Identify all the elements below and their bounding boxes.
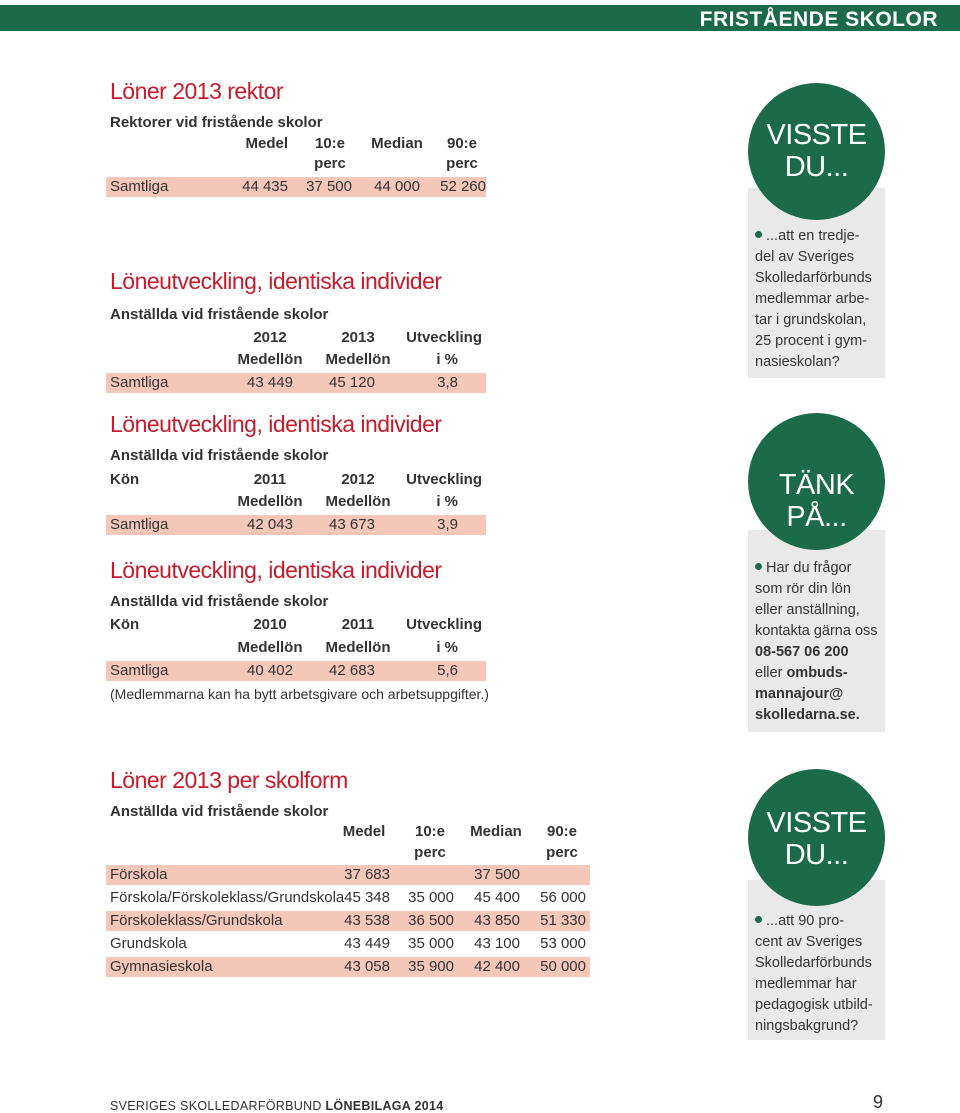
badge-line: TÄNK PÅ... <box>778 469 855 533</box>
table-cell: 35 900 <box>408 958 454 975</box>
header-median: Median <box>371 135 423 152</box>
header-year: 2013 <box>341 329 375 346</box>
page-number: 9 <box>873 1092 884 1112</box>
cell-value: 42 043 <box>247 516 293 533</box>
text-line: ...att en tredje- <box>766 228 860 244</box>
text-line: cent av Sveriges <box>755 934 863 950</box>
header-10e: 10:e <box>414 823 446 840</box>
cell-value: 5,6 <box>437 662 458 679</box>
table-cell: 37 500 <box>474 866 520 883</box>
header-medellon: Medellön <box>325 493 391 510</box>
header-percent: i % <box>436 493 458 510</box>
section-subtitle: Rektorer vid fristående skolor <box>110 114 323 131</box>
header-90e: 90:e <box>446 135 478 152</box>
top-banner <box>0 5 960 31</box>
header-median: Median <box>470 823 522 840</box>
header-perc: perc <box>414 844 446 861</box>
cell-90e: 52 260 <box>440 178 486 195</box>
text-line: del av Sveriges <box>755 249 855 265</box>
header-medellon: Medellön <box>325 351 391 368</box>
text-line: Skolledarförbunds <box>755 270 872 286</box>
footer <box>110 1099 443 1113</box>
header-year: 2012 <box>341 471 375 488</box>
table-cell: 35 000 <box>408 935 454 952</box>
text-line: som rör din lön <box>755 581 851 597</box>
banner-title: FRISTÅENDE SKOLOR <box>699 8 938 31</box>
table-row-label: Grundskola <box>110 935 187 952</box>
section-subtitle: Anställda vid fristående skolor <box>110 447 329 464</box>
table-cell: 45 348 <box>344 889 390 906</box>
section-title-skolform: Löner 2013 per skolform <box>110 767 348 793</box>
footer-org: SVERIGES SKOLLEDARFÖRBUND <box>110 1099 326 1113</box>
bullet-icon <box>755 231 762 238</box>
tank-pa-badge <box>748 413 885 550</box>
text-line: eller anställning, <box>755 602 860 618</box>
bullet-icon <box>755 563 762 570</box>
header-percent: i % <box>436 639 458 656</box>
row-label: Samtliga <box>110 178 169 195</box>
cell-value: 42 683 <box>329 662 375 679</box>
badge-line: VISSTE <box>766 119 867 151</box>
table-cell: 53 000 <box>540 935 586 952</box>
text-line: medlemmar arbe- <box>755 291 870 307</box>
table-cell: 45 400 <box>474 889 520 906</box>
visste-du-badge <box>748 769 885 906</box>
header-perc: perc <box>446 155 478 172</box>
text-line: ningsbakgrund? <box>755 1018 859 1034</box>
text-line: kontakta gärna oss <box>755 623 878 639</box>
header-kon: Kön <box>110 616 140 633</box>
header-utveckling: Utveckling <box>406 329 482 346</box>
header-year: 2011 <box>253 471 287 488</box>
footer-publication: LÖNEBILAGA 2014 <box>325 1099 444 1113</box>
badge-line: DU... <box>784 839 849 871</box>
table-cell: 42 400 <box>474 958 520 975</box>
header-medellon: Medellön <box>325 639 391 656</box>
section-title-rektor: Löner 2013 rektor <box>110 78 284 104</box>
table-row-label: Förskola/Förskoleklass/Grundskola <box>110 889 345 906</box>
header-year: 2012 <box>253 329 287 346</box>
header-year: 2011 <box>341 616 375 633</box>
section-subtitle: Anställda vid fristående skolor <box>110 593 329 610</box>
phone-number: 08-567 06 200 <box>755 644 849 660</box>
cell-10e: 37 500 <box>306 178 352 195</box>
header-90e: 90:e <box>546 823 578 840</box>
footnote: (Medlemmarna kan ha bytt arbetsgivare och arbetsuppgifter.) <box>110 686 489 702</box>
header-perc: perc <box>546 844 578 861</box>
table-cell: 43 449 <box>344 935 390 952</box>
text-line: ...att 90 pro- <box>766 913 845 929</box>
header-medel: Medel <box>342 823 386 840</box>
table-cell: 43 538 <box>344 912 390 929</box>
cell-medel: 44 435 <box>242 178 288 195</box>
table-row-label: Förskoleklass/Grundskola <box>110 912 283 929</box>
cell-value: 43 673 <box>329 516 375 533</box>
text-line: tar i grundskolan, <box>755 312 867 328</box>
text-line: Har du frågor <box>766 560 852 576</box>
email-link[interactable]: mannajour@ <box>755 686 844 702</box>
text-line: pedagogisk utbild- <box>755 997 873 1013</box>
bullet-icon <box>755 916 762 923</box>
text-line: Skolledarförbunds <box>755 955 872 971</box>
sidebar-text <box>755 226 883 373</box>
table-cell: 43 058 <box>344 958 390 975</box>
sidebar-text <box>755 558 883 726</box>
table-cell: 35 000 <box>408 889 454 906</box>
table-row-label: Förskola <box>110 866 168 883</box>
header-medellon: Medellön <box>237 639 303 656</box>
header-medellon: Medellön <box>237 351 303 368</box>
table-cell: 50 000 <box>540 958 586 975</box>
table-cell: 36 500 <box>408 912 454 929</box>
badge-line: VISSTE <box>766 807 867 839</box>
cell-median: 44 000 <box>374 178 420 195</box>
cell-value: 3,8 <box>437 374 458 391</box>
text-line: nasieskolan? <box>755 354 840 370</box>
section-subtitle: Anställda vid fristående skolor <box>110 803 329 820</box>
section-subtitle: Anställda vid fristående skolor <box>110 306 329 323</box>
row-label: Samtliga <box>110 516 169 533</box>
row-label: Samtliga <box>110 662 169 679</box>
header-kon: Kön <box>110 471 140 488</box>
table-row-label: Gymnasieskola <box>110 958 213 975</box>
header-perc: perc <box>314 155 346 172</box>
header-utveckling: Utveckling <box>406 616 482 633</box>
text-line: 25 procent i gym- <box>755 333 868 349</box>
section-title-loneutveckling: Löneutveckling, identiska individer <box>110 557 442 583</box>
visste-du-badge <box>748 83 885 220</box>
row-label: Samtliga <box>110 374 169 391</box>
section-title-loneutveckling: Löneutveckling, identiska individer <box>110 268 442 294</box>
table-cell: 43 850 <box>474 912 520 929</box>
table-cell: 43 100 <box>474 935 520 952</box>
badge-line: DU... <box>784 151 849 183</box>
table-cell: 56 000 <box>540 889 586 906</box>
section-title-loneutveckling: Löneutveckling, identiska individer <box>110 411 442 437</box>
header-year: 2010 <box>253 616 287 633</box>
text-line: medlemmar har <box>755 976 857 992</box>
email-link[interactable]: ombuds- <box>786 665 848 681</box>
header-utveckling: Utveckling <box>406 471 482 488</box>
table-cell: 37 683 <box>344 866 390 883</box>
header-medel: Medel <box>245 135 288 152</box>
cell-value: 3,9 <box>437 516 458 533</box>
email-link[interactable]: skolledarna.se. <box>755 707 860 723</box>
table-cell: 51 330 <box>540 912 586 929</box>
sidebar-text <box>755 911 883 1037</box>
header-10e: 10:e <box>314 135 346 152</box>
header-percent: i % <box>436 351 458 368</box>
cell-value: 43 449 <box>247 374 293 391</box>
text-line: eller <box>755 665 787 681</box>
header-medellon: Medellön <box>237 493 303 510</box>
cell-value: 40 402 <box>247 662 293 679</box>
cell-value: 45 120 <box>329 374 375 391</box>
